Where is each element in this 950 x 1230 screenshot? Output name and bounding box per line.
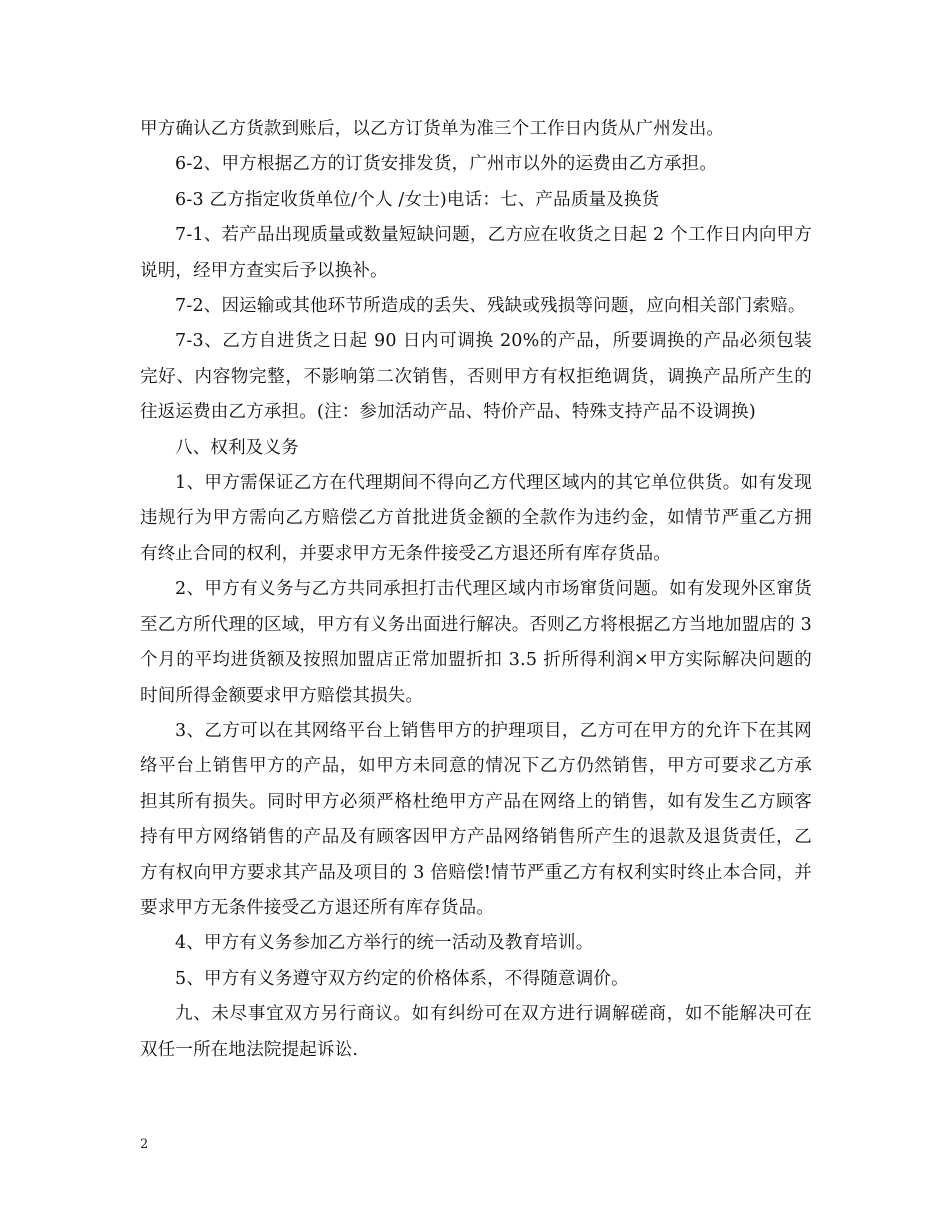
paragraph: 6-3 乙方指定收货单位/个人 /女士)电话：七、产品质量及换货 (175, 189, 660, 210)
paragraph: 7-3、乙方自进货之日起 90 日内可调换 20%的产品，所要调换的产品必须包装完好、内容物完整，不影响第二次销售，否则甲方有权拒绝调货，调换产品所产生的往返运费由乙方承担。(注：参加活动产品、特价产品、特殊支持产品不设调换) (140, 331, 812, 423)
paragraph: 甲方确认乙方货款到账后，以乙方订货单为准三个工作日内货从广州发出。 (140, 119, 725, 139)
paragraph: 5、甲方有义务遵守双方约定的价格体系，不得随意调价。 (175, 968, 629, 989)
paragraph: 八、权利及义务 (175, 437, 299, 458)
paragraph: 九、未尽事宜双方另行商议。如有纠纷可在双方进行调解磋商，如不能解决可在双任一所在地法院提起诉讼. (140, 1004, 812, 1060)
paragraph: 3、乙方可以在其网络平台上销售甲方的护理项目，乙方可在甲方的允许下在其网络平台上销售甲方的产品，如甲方未同意的情况下乙方仍然销售，甲方可要求乙方承担其所有损失。同时甲方必须严格杜绝甲方产品在网络上的销售，如有发生乙方顾客持有甲方网络销售的产品及有顾客因甲方产品网络销售所产生的退款及退货责任，乙方有权向甲方要求其产品及项目的 3 倍赔偿!情节严重乙方有权利实时终止本合同，并要求甲方无条件接受乙方退还所有库存货品。 (140, 720, 812, 918)
paragraph: 7-2、因运输或其他环节所造成的丢失、残缺或残损等问题，应向相关部门索赔。 (175, 296, 806, 317)
paragraph: 7-1、若产品出现质量或数量短缺问题，乙方应在收货之日起 2 个工作日内向甲方说明，经甲方查实后予以换补。 (140, 225, 812, 281)
paragraph: 1、甲方需保证乙方在代理期间不得向乙方代理区域内的其它单位供货。如有发现违规行为甲方需向乙方赔偿乙方首批进货金额的全款作为违约金，如情节严重乙方拥有终止合同的权利，并要求甲方无条件接受乙方退还所有库存货品。 (140, 473, 812, 564)
paragraph: 2、甲方有义务与乙方共同承担打击代理区域内市场窜货问题。如有发现外区窜货至乙方所代理的区域，甲方有义务出面进行解决。否则乙方将根据乙方当地加盟店的 3 个月的平均进货额及按照加盟店正常加盟折扣 3.5 折所得利润×甲方实际解决问题的时间所得金额要求甲方赔偿其损失。 (140, 579, 812, 706)
paragraph: 6-2、甲方根据乙方的订货安排发货，广州市以外的运费由乙方承担。 (175, 154, 718, 175)
document-body (140, 112, 812, 1068)
page-number: 2 (140, 1137, 149, 1152)
paragraph: 4、甲方有义务参加乙方举行的统一活动及教育培训。 (175, 933, 594, 954)
